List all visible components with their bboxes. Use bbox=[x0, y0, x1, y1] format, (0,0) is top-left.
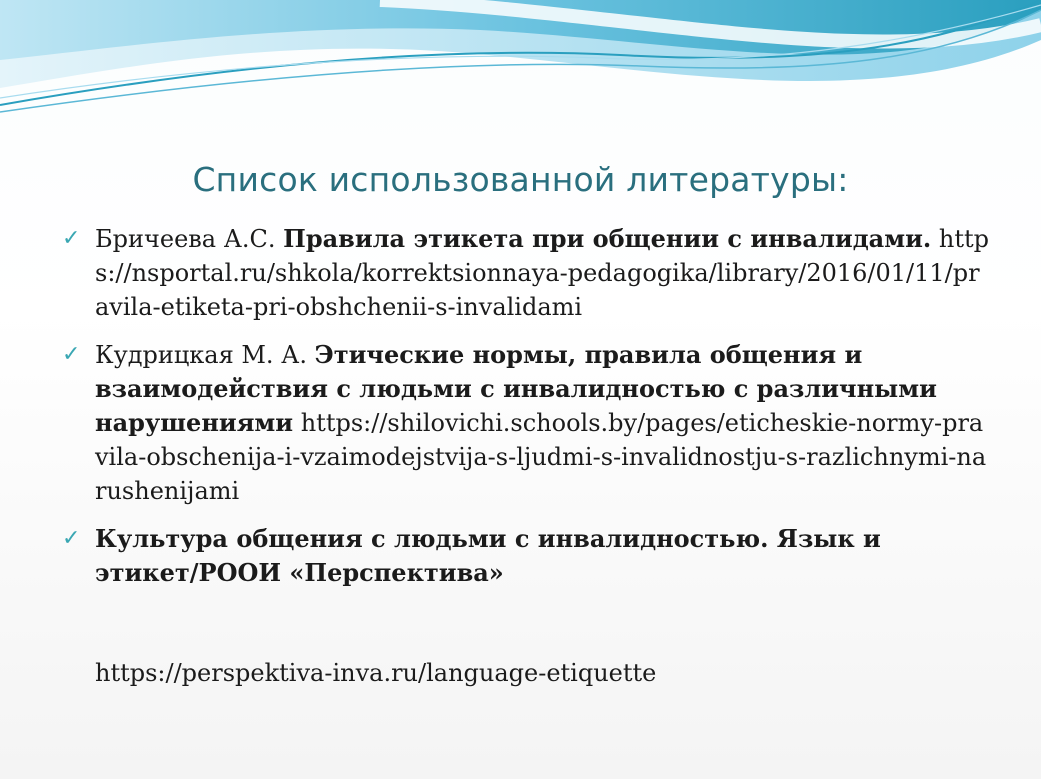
check-icon: ✓ bbox=[62, 526, 81, 551]
slide-title: Список использованной литературы: bbox=[192, 160, 849, 199]
header-wave-decoration bbox=[0, 0, 1041, 150]
reference-url[interactable]: https://nsportal.ru/shkola/korrektsionnaya-pedagogika/library/2016/01/11/pravila-etiketa-pri-obshchenii-s-invalidami bbox=[95, 225, 989, 321]
reference-url[interactable]: https://shilovichi.schools.by/pages/eticheskie-normy-pravila-obschenija-i-vzaimodejstvija-s-ljudmi-s-invalidnostju-s-razlichnymi-narushenijami bbox=[95, 409, 987, 505]
reference-title: Правила этикета при общении с инвалидами. bbox=[283, 224, 932, 253]
reference-title: Этические нормы, правила общения и взаимодействия с людьми с инвалидностью с различными нарушениями bbox=[95, 340, 937, 437]
references-list bbox=[60, 222, 990, 604]
reference-item bbox=[60, 338, 990, 508]
reference-extra-url[interactable]: https://perspektiva-inva.ru/language-etiquette bbox=[95, 659, 657, 687]
check-icon: ✓ bbox=[62, 226, 81, 251]
reference-title: Культура общения с людьми с инвалидностью. Язык и этикет/РООИ «Перспектива» bbox=[95, 524, 881, 587]
reference-item bbox=[60, 222, 990, 324]
reference-author: Кудрицкая М. А. bbox=[95, 341, 307, 369]
check-icon: ✓ bbox=[62, 342, 81, 367]
reference-author: Бричеева А.С. bbox=[95, 225, 276, 253]
reference-item bbox=[60, 522, 990, 590]
